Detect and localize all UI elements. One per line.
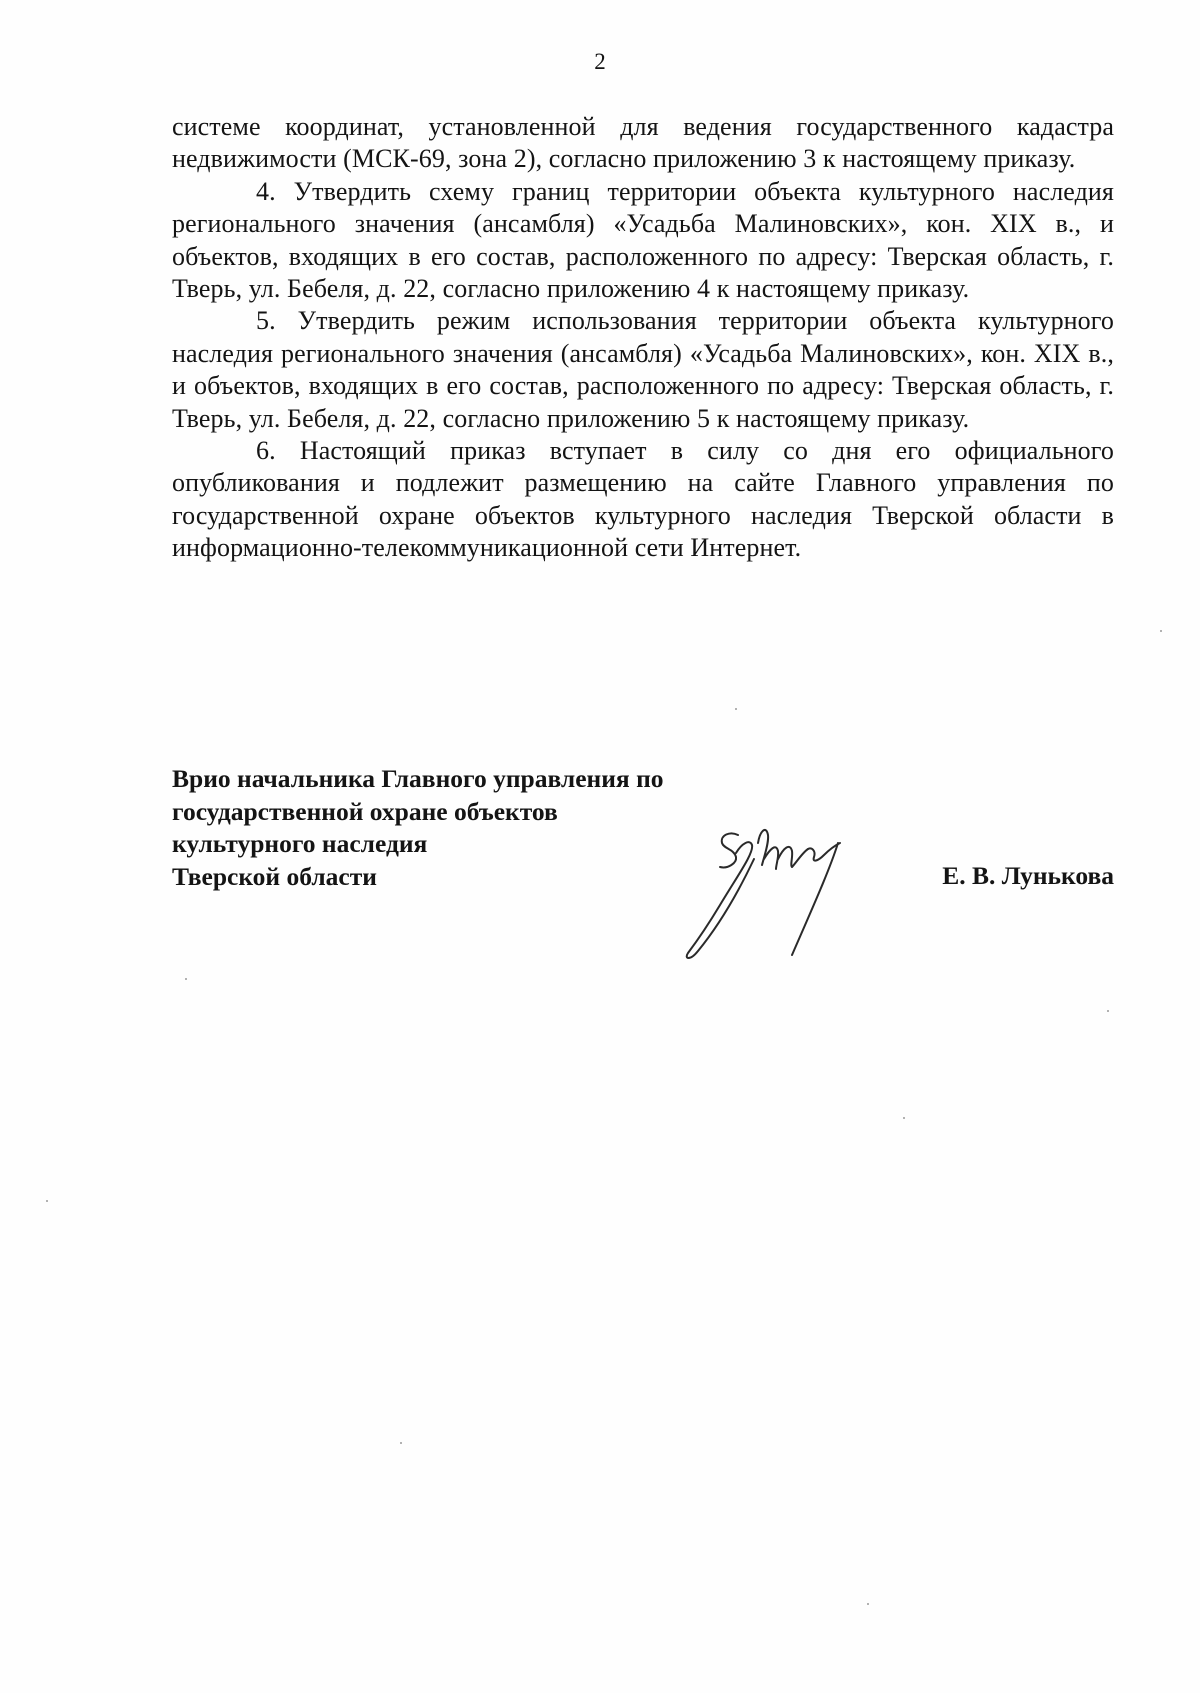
paragraph-item-6: 6. Настоящий приказ вступает в силу со дня его официального опубликования и подлежит размещению на сайте Главного управления по государственной охране объектов культурного наследия Тверской области в информационно-телекоммуникационной сети Интернет. <box>172 436 1114 563</box>
scan-speck <box>400 1442 402 1444</box>
scan-speck <box>185 978 187 980</box>
signer-title-line: культурного наследия <box>172 829 428 858</box>
signer-title-line: Тверской области <box>172 861 377 891</box>
signer-title-line: государственной охране объектов <box>172 796 558 826</box>
handwritten-signature <box>680 813 880 963</box>
scan-speck <box>46 1200 48 1202</box>
paragraph-item-4: 4. Утвердить схему границ территории объекта культурного наследия регионального значения (ансамбля) «Усадьба Малиновских», кон. XIX в., и объектов, входящих в его состав, расположенного по адресу: Тверская область, г. Тверь, ул. Бебеля, д. 22, согласно приложению 4 к настоящему приказу. <box>172 176 1114 304</box>
page-number: 2 <box>594 49 606 74</box>
scan-speck <box>735 708 737 710</box>
signer-title-line: Врио начальника Главного управления по <box>172 764 664 793</box>
order-body <box>172 111 1114 565</box>
scan-speck <box>867 1603 869 1605</box>
scan-speck <box>1107 1010 1109 1012</box>
scan-speck <box>903 1117 905 1119</box>
signer-name: Е. В. Лунькова <box>942 861 1114 890</box>
paragraph-continuation: системе координат, установленной для ведения государственного кадастра недвижимости (МСК-69, зона 2), согласно приложению 3 к настоящему приказу. <box>172 112 1114 174</box>
scan-speck <box>1160 630 1162 632</box>
signature-block <box>172 763 1114 963</box>
paragraph-item-5: 5. Утвердить режим использования территории объекта культурного наследия регионального значения (ансамбля) «Усадьба Малиновских», кон. XIX в., и объектов, входящих в его состав, расположенного по адресу: Тверская область, г. Тверь, ул. Бебеля, д. 22, согласно приложению 5 к настоящему приказу. <box>172 306 1114 433</box>
